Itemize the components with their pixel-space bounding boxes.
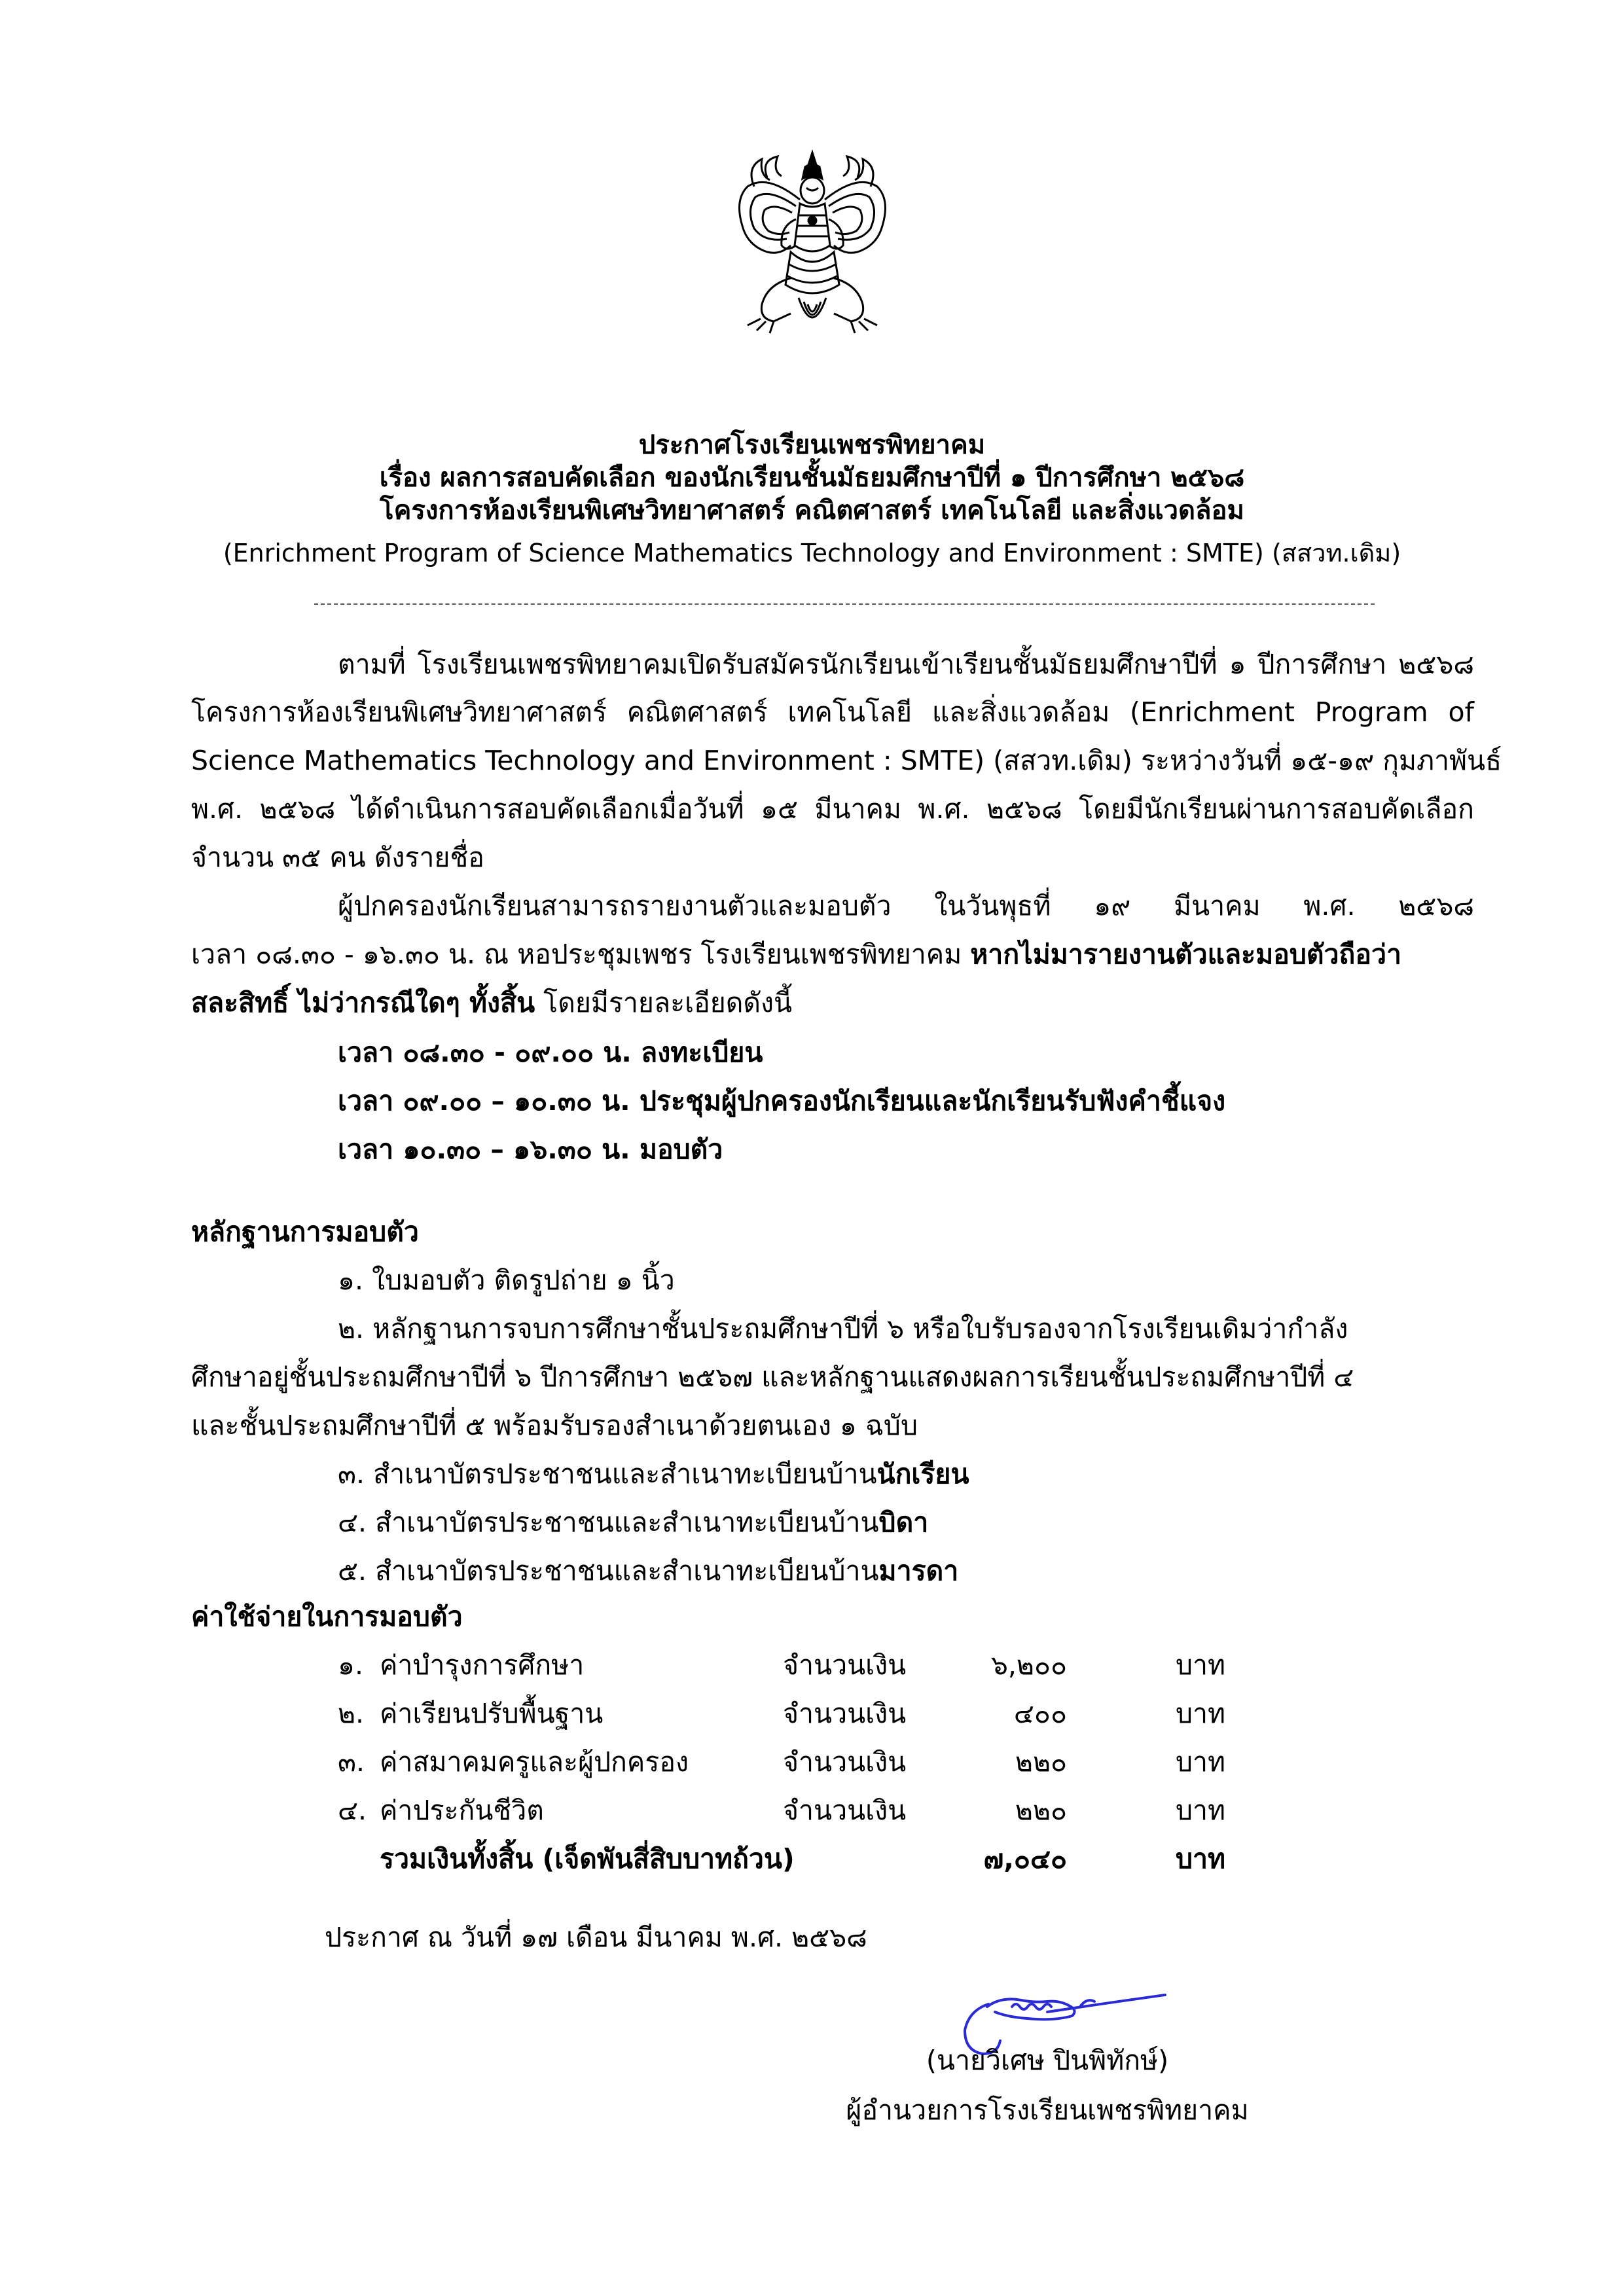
fee-unit: บาท: [1176, 1649, 1226, 1681]
evidence-item-4-emphasis: บิดา: [878, 1507, 929, 1538]
fee-amount: ๒๒๐: [1015, 1795, 1067, 1826]
announce-date: ประกาศ ณ วันที่ ๑๗ เดือน มีนาคม พ.ศ. ๒๕๖๘: [325, 1922, 867, 1953]
fee-amount: ๒๒๐: [1015, 1746, 1067, 1778]
fee-label: จำนวนเงิน: [783, 1746, 907, 1778]
fee-unit: บาท: [1176, 1795, 1226, 1826]
intro-line-1: ตามที่ โรงเรียนเพชรพิทยาคมเปิดรับสมัครนักเรียนเข้าเรียนชั้นมัธยมศึกษาปีที่ ๑ ปีการศึกษา ๒๕๖๘: [338, 649, 1474, 680]
evidence-item-2-line-1: ๒. หลักฐานการจบการศึกษาชั้นประถมศึกษาปีที่ ๖ หรือใบรับรองจากโรงเรียนเดิมว่ากำลัง: [338, 1313, 1348, 1344]
program-name-thai: โครงการห้องเรียนพิเศษวิทยาศาสตร์ คณิตศาสตร์ เทคโนโลยี และสิ่งแวดล้อม: [380, 495, 1244, 526]
evidence-item-1: ๑. ใบมอบตัว ติดรูปถ่าย ๑ นิ้ว: [338, 1265, 675, 1296]
schedule-meeting: เวลา ๐๙.๐๐ – ๑๐.๓๐ น. ประชุมผู้ปกครองนักเรียนและนักเรียนรับฟังคำชี้แจง: [338, 1085, 1226, 1117]
forfeit-text: สละสิทธิ์ ไม่ว่ากรณีใดๆ ทั้งสิ้น: [191, 987, 535, 1018]
report-line-2-text: เวลา ๐๘.๓๐ - ๑๖.๓๐ น. ณ หอประชุมเพชร โรงเรียนเพชรพิทยาคม: [191, 939, 971, 970]
director-name: (นายวิเศษ ปินพิทักษ์): [926, 2045, 1169, 2076]
intro-line-4: พ.ศ. ๒๕๖๘ ได้ดำเนินการสอบคัดเลือกเมื่อวันที่ ๑๕ มีนาคม พ.ศ. ๒๕๖๘ โดยมีนักเรียนผ่านการสอบคัดเลือก: [191, 793, 1474, 825]
fee-amount: ๔๐๐: [1013, 1698, 1067, 1729]
evidence-item-5-text: ๕. สำเนาบัตรประชาชนและสำเนาทะเบียนบ้าน: [338, 1555, 879, 1587]
intro-line-5: จำนวน ๓๕ คน ดังรายชื่อ: [191, 842, 484, 873]
fee-name: ค่าประกันชีวิต: [380, 1795, 544, 1826]
evidence-item-3-emphasis: นักเรียน: [876, 1458, 969, 1490]
fee-total-amount: ๗,๐๔๐: [983, 1843, 1067, 1874]
evidence-item-2-line-3: และชั้นประถมศึกษาปีที่ ๕ พร้อมรับรองสำเนาด้วยตนเอง ๑ ฉบับ: [191, 1410, 918, 1441]
announcement-title: ประกาศโรงเรียนเพชรพิทยาคม: [638, 430, 986, 460]
fee-number: ๔.: [338, 1795, 367, 1826]
report-line-3-text: โดยมีรายละเอียดดังนี้: [535, 987, 793, 1018]
fee-amount: ๖,๒๐๐: [990, 1649, 1067, 1681]
evidence-item-4: [338, 1503, 928, 1542]
fee-total-label: รวมเงินทั้งสิ้น (เจ็ดพันสี่สิบบาทถ้วน): [380, 1843, 795, 1874]
dashed-divider: [314, 603, 1375, 605]
fee-name: ค่าเรียนปรับพื้นฐาน: [380, 1698, 604, 1729]
report-line-2: [191, 935, 1401, 974]
director-position: ผู้อำนวยการโรงเรียนเพชรพิทยาคม: [846, 2094, 1249, 2126]
intro-line-2: โครงการห้องเรียนพิเศษวิทยาศาสตร์ คณิตศาสตร์ เทคโนโลยี และสิ่งแวดล้อม (Enrichment Program of: [191, 696, 1474, 728]
report-line-3: [191, 983, 792, 1022]
announcement-subject: เรื่อง ผลการสอบคัดเลือก ของนักเรียนชั้นมัธยมศึกษาปีที่ ๑ ปีการศึกษา ๒๕๖๘: [379, 463, 1245, 493]
fee-label: จำนวนเงิน: [783, 1649, 907, 1681]
fee-label: จำนวนเงิน: [783, 1698, 907, 1729]
evidence-item-4-text: ๔. สำเนาบัตรประชาชนและสำเนาทะเบียนบ้าน: [338, 1507, 879, 1538]
report-line-1: ผู้ปกครองนักเรียนสามารถรายงานตัวและมอบตัว ในวันพุธที่ ๑๙ มีนาคม พ.ศ. ๒๕๖๘: [338, 890, 1474, 922]
fee-unit: บาท: [1176, 1698, 1226, 1729]
fee-label: จำนวนเงิน: [783, 1795, 907, 1826]
fee-name: ค่าสมาคมครูและผู้ปกครอง: [380, 1746, 689, 1778]
fee-number: ๒.: [338, 1698, 365, 1729]
fee-unit: บาท: [1176, 1746, 1226, 1778]
evidence-heading: หลักฐานการมอบตัว: [191, 1216, 419, 1247]
fee-total-unit: บาท: [1176, 1843, 1226, 1874]
program-name-english: (Enrichment Program of Science Mathematics Technology and Environment : SMTE) (สสวท.เดิม): [223, 539, 1401, 567]
fees-heading: ค่าใช้จ่ายในการมอบตัว: [191, 1601, 463, 1632]
fee-name: ค่าบำรุงการศึกษา: [380, 1649, 585, 1681]
fee-number: ๓.: [338, 1746, 365, 1778]
evidence-item-3: [338, 1454, 969, 1494]
intro-line-3: Science Mathematics Technology and Environment : SMTE) (สสวท.เดิม) ระหว่างวันที่ ๑๕-๑๙ กุมภาพันธ์: [191, 745, 1502, 776]
evidence-item-3-text: ๓. สำเนาบัตรประชาชนและสำเนาทะเบียนบ้าน: [338, 1458, 877, 1490]
evidence-item-5: [338, 1551, 958, 1590]
fee-number: ๑.: [338, 1649, 364, 1681]
schedule-enrollment: เวลา ๑๐.๓๐ – ๑๖.๓๐ น. มอบตัว: [338, 1134, 723, 1165]
garuda-emblem: [728, 147, 897, 344]
schedule-registration: เวลา ๐๘.๓๐ - ๐๙.๐๐ น. ลงทะเบียน: [338, 1037, 763, 1068]
evidence-item-2-line-2: ศึกษาอยู่ชั้นประถมศึกษาปีที่ ๖ ปีการศึกษา ๒๕๖๗ และหลักฐานแสดงผลการเรียนชั้นประถมศึกษาปีที่ ๔: [191, 1361, 1354, 1393]
report-warning-text: หากไม่มารายงานตัวและมอบตัวถือว่า: [970, 939, 1402, 970]
evidence-item-5-emphasis: มารดา: [878, 1555, 959, 1587]
